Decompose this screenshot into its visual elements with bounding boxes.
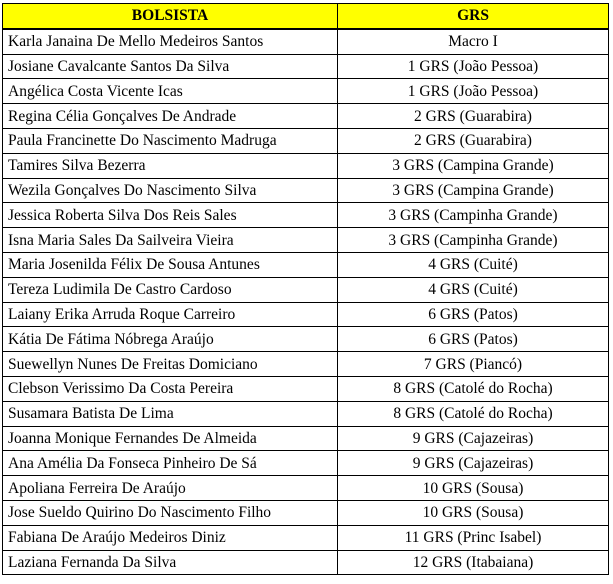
table-row (3, 29, 609, 54)
bolsista-cell: Laiany Erika Arruda Roque Carreiro (3, 302, 338, 327)
table-row (3, 128, 609, 153)
table-row (3, 327, 609, 352)
bolsista-cell: Paula Francinette Do Nascimento Madruga (3, 128, 338, 153)
table-row (3, 203, 609, 228)
header-grs: GRS (338, 4, 609, 29)
grs-cell: 2 GRS (Guarabira) (338, 104, 609, 129)
bolsista-cell: Suewellyn Nunes De Freitas Domiciano (3, 352, 338, 377)
grs-cell: 2 GRS (Guarabira) (338, 128, 609, 153)
grs-cell: Macro I (338, 29, 609, 54)
table-row (3, 525, 609, 550)
table-row (3, 451, 609, 476)
grs-cell: 8 GRS (Catolé do Rocha) (338, 401, 609, 426)
bolsista-cell: Joanna Monique Fernandes De Almeida (3, 426, 338, 451)
bolsista-table (2, 3, 609, 575)
grs-cell: 9 GRS (Cajazeiras) (338, 451, 609, 476)
table-row (3, 54, 609, 79)
bolsista-cell: Josiane Cavalcante Santos Da Silva (3, 54, 338, 79)
bolsista-cell: Clebson Verissimo Da Costa Pereira (3, 376, 338, 401)
bolsista-cell: Laziana Fernanda Da Silva (3, 550, 338, 575)
bolsista-cell: Jose Sueldo Quirino Do Nascimento Filho (3, 500, 338, 525)
table-row (3, 252, 609, 277)
grs-cell: 10 GRS (Sousa) (338, 476, 609, 501)
bolsista-cell: Wezila Gonçalves Do Nascimento Silva (3, 178, 338, 203)
table-row (3, 302, 609, 327)
table-row (3, 104, 609, 129)
table-row (3, 426, 609, 451)
grs-cell: 8 GRS (Catolé do Rocha) (338, 376, 609, 401)
bolsista-cell: Apoliana Ferreira De Araújo (3, 476, 338, 501)
grs-cell: 6 GRS (Patos) (338, 302, 609, 327)
header-bolsista: BOLSISTA (3, 4, 338, 29)
grs-cell: 1 GRS (João Pessoa) (338, 54, 609, 79)
bolsista-cell: Ana Amélia Da Fonseca Pinheiro De Sá (3, 451, 338, 476)
grs-cell: 4 GRS (Cuité) (338, 277, 609, 302)
grs-cell: 10 GRS (Sousa) (338, 500, 609, 525)
table-row (3, 476, 609, 501)
table-row (3, 277, 609, 302)
bolsista-cell: Angélica Costa Vicente Icas (3, 79, 338, 104)
bolsista-cell: Maria Josenilda Félix De Sousa Antunes (3, 252, 338, 277)
grs-cell: 11 GRS (Princ Isabel) (338, 525, 609, 550)
bolsista-cell: Isna Maria Sales Da Sailveira Vieira (3, 228, 338, 253)
bolsista-cell: Tereza Ludimila De Castro Cardoso (3, 277, 338, 302)
table-row (3, 376, 609, 401)
bolsista-cell: Karla Janaina De Mello Medeiros Santos (3, 29, 338, 54)
grs-cell: 7 GRS (Piancó) (338, 352, 609, 377)
table-row (3, 500, 609, 525)
table-row (3, 228, 609, 253)
table-row (3, 550, 609, 575)
grs-cell: 6 GRS (Patos) (338, 327, 609, 352)
bolsista-cell: Tamires Silva Bezerra (3, 153, 338, 178)
table-row (3, 178, 609, 203)
table-row (3, 352, 609, 377)
grs-cell: 1 GRS (João Pessoa) (338, 79, 609, 104)
grs-cell: 4 GRS (Cuité) (338, 252, 609, 277)
grs-cell: 3 GRS (Campina Grande) (338, 178, 609, 203)
bolsista-cell: Fabiana De Araújo Medeiros Diniz (3, 525, 338, 550)
grs-cell: 3 GRS (Campina Grande) (338, 153, 609, 178)
grs-cell: 3 GRS (Campinha Grande) (338, 228, 609, 253)
table-body (3, 29, 609, 575)
grs-cell: 12 GRS (Itabaiana) (338, 550, 609, 575)
header-row (3, 4, 609, 29)
table-row (3, 401, 609, 426)
grs-cell: 3 GRS (Campinha Grande) (338, 203, 609, 228)
bolsista-cell: Kátia De Fátima Nóbrega Araújo (3, 327, 338, 352)
table-row (3, 79, 609, 104)
bolsista-cell: Susamara Batista De Lima (3, 401, 338, 426)
bolsista-cell: Jessica Roberta Silva Dos Reis Sales (3, 203, 338, 228)
table-row (3, 153, 609, 178)
grs-cell: 9 GRS (Cajazeiras) (338, 426, 609, 451)
bolsista-cell: Regina Célia Gonçalves De Andrade (3, 104, 338, 129)
